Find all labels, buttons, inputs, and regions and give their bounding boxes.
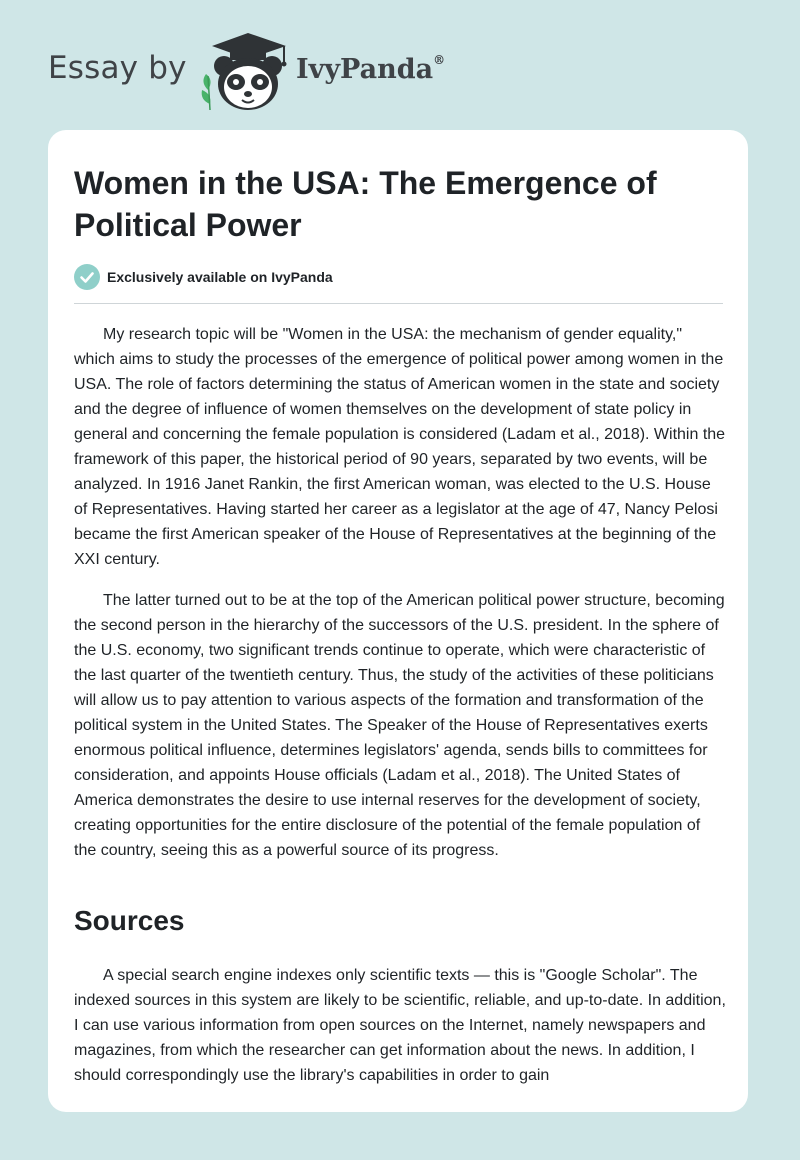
sources-paragraph — [74, 963, 726, 1088]
essay-paragraph — [74, 322, 726, 572]
essay-card — [48, 130, 748, 1112]
panda-graduate-icon[interactable] — [198, 30, 294, 112]
checkmark-circle-icon — [74, 264, 100, 290]
essay-by-label: Essay by — [48, 50, 187, 86]
badge-label: Exclusively available on IvyPanda — [107, 269, 333, 285]
site-header — [0, 0, 800, 120]
exclusive-badge — [74, 264, 333, 290]
registered-mark: ® — [433, 53, 446, 67]
brand-name[interactable]: IvyPanda® — [296, 53, 446, 85]
paragraph-text: A special search engine indexes only scientific texts — this is "Google Scholar". The indexed sources in this system are likely to be scientific, reliable, and up-to-date. In addition, I can use various information from open sources on the Internet, namely newspapers and magazines, from which the researcher can get information about the news. In addition, I should correspondingly use the library's capabilities in order to gain — [74, 967, 726, 1084]
divider — [74, 303, 723, 304]
paragraph-text: My research topic will be "Women in the USA: the mechanism of gender equality," which aims to study the processes of the emergence of political power among women in the USA. The role of factors determining the status of American women in the state and society and the degree of influence of women themselves on the development of state policy in general and concerning the female population is considered (Ladam et al., 2018). Within the framework of this paper, the historical period of 90 years, separated by two events, will be analyzed. In 1916 Janet Rankin, the first American woman, was elected to the U.S. House of Representatives. Having started her career as a legislator at the age of 47, Nancy Pelosi became the first American speaker of the House of Representatives at the beginning of the XXI century. — [74, 326, 726, 568]
sources-heading: Sources — [74, 905, 185, 936]
paragraph-text: The latter turned out to be at the top of the American political power structure, becoming the second person in the hierarchy of the successors of the U.S. president. In the sphere of the U.S. economy, two significant trends continue to operate, which were characteristic of the last quarter of the twentieth century. Thus, the study of the activities of these politicians will allow us to pay attention to various aspects of the formation and transformation of the political system in the United States. The Speaker of the House of Representatives exerts enormous political influence, determines legislators' agenda, sends bills to committees for consideration, and appoints House officials (Ladam et al., 2018). The United States of America demonstrates the desire to use internal reserves for the development of society, creating opportunities for the entire disclosure of the potential of the female population of the country, seeing this as a powerful source of its progress. — [74, 592, 725, 859]
page-title: Women in the USA: The Emergence of Political Power — [74, 165, 657, 243]
essay-paragraph — [74, 588, 726, 863]
